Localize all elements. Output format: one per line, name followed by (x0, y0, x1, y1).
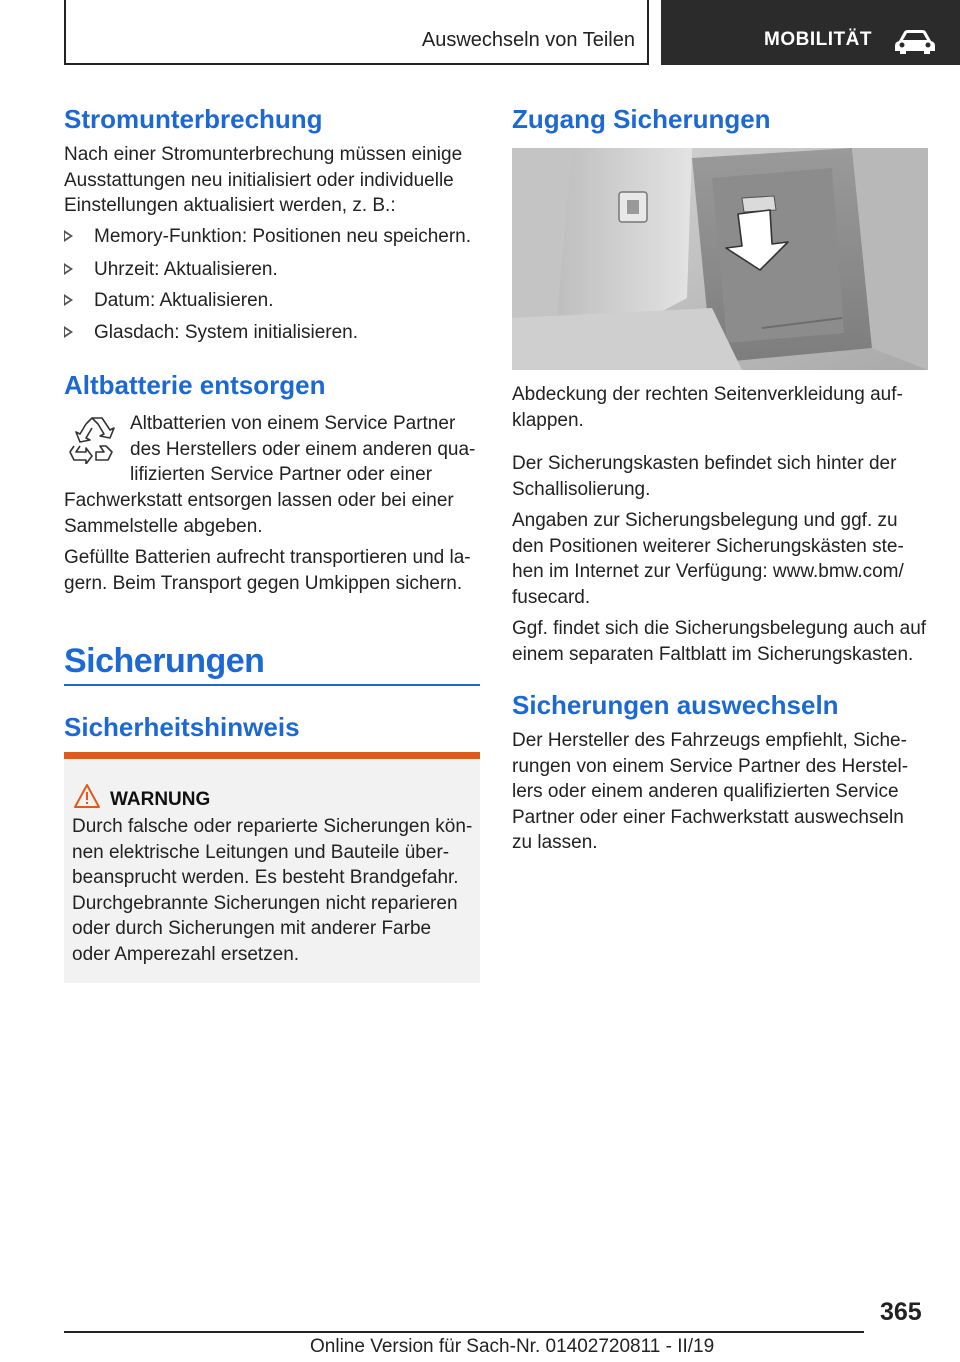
text-line: lifizierten Service Partner oder einer (130, 464, 433, 485)
auswechseln-para (512, 728, 908, 856)
text-line: Schallisolierung. (512, 478, 651, 500)
text-line: rungen von einem Service Partner des Herstel- (512, 755, 909, 777)
header-section-title: Auswechseln von Teilen (421, 29, 635, 51)
heading-sicherheitshinweis: Sicherheitshinweis (64, 712, 300, 742)
text-line: Angaben zur Sicherungsbelegung und ggf. zu (512, 510, 898, 531)
trunk-side-panel-photo (512, 148, 928, 370)
heading-stromunterbrechung: Stromunterbrechung (64, 104, 323, 134)
text-line: fusecard. (512, 586, 591, 608)
text-line: gern. Beim Transport gegen Umkippen sichern. (64, 572, 463, 594)
heading-zugang-sicherungen: Zugang Sicherungen (512, 104, 771, 134)
heading-sicherungen: Sicherungen (64, 642, 265, 680)
text-line: Sammelstelle abgeben. (64, 515, 263, 537)
altbatterie-para-indented (130, 411, 475, 488)
car-icon (893, 27, 937, 57)
warning-title: WARNUNG (110, 789, 211, 810)
text-line: zu lassen. (512, 832, 598, 853)
text-line: hen im Internet zur Verfügung: www.bmw.com/ (512, 561, 904, 582)
text-line: klappen. (512, 409, 584, 431)
text-line: Durchgebrannte Sicherungen nicht reparieren (72, 892, 458, 914)
bullet-triangle-icon (64, 294, 73, 306)
section-divider (64, 684, 480, 686)
heading-altbatterie: Altbatterie entsorgen (64, 370, 326, 400)
zugang-para2 (512, 508, 904, 610)
zugang-para3 (512, 616, 926, 667)
text-line: Altbatterien von einem Service Partner (130, 413, 456, 434)
text-line: Abdeckung der rechten Seitenverkleidung auf- (512, 384, 903, 405)
list-item-text: Memory-Funktion: Positionen neu speichern. (94, 226, 472, 247)
altbatterie-para-continued (64, 488, 454, 539)
text-line: lers oder einem anderen qualifizierten Service (512, 781, 899, 802)
text-line: nen elektrische Leitungen und Bauteile über- (72, 841, 450, 863)
text-line: Ausstattungen neu initialisiert oder individuelle (64, 169, 454, 191)
footer-online-version: Online Version für Sach-Nr. 01402720811 - II/19 (310, 1336, 715, 1357)
text-line: Partner oder einer Fachwerkstatt auswechseln (512, 806, 904, 828)
page-number: 365 (880, 1298, 922, 1326)
list-item-text: Glasdach: System initialisieren. (94, 322, 358, 343)
text-line: oder Amperezahl ersetzen. (72, 943, 300, 965)
photo-caption (512, 382, 903, 433)
list-item-text: Datum: Aktualisieren. (94, 290, 274, 311)
warning-text (72, 814, 477, 967)
text-line: Einstellungen aktualisiert werden, z. B.: (64, 195, 396, 216)
text-line: Gefüllte Batterien aufrecht transportieren und la- (64, 547, 471, 568)
header-section-box (64, 0, 649, 65)
text-line: Der Hersteller des Fahrzeugs empfiehlt, Siche- (512, 730, 907, 751)
bullet-triangle-icon (64, 230, 73, 242)
zugang-para1 (512, 451, 896, 502)
text-line: Durch falsche oder reparierte Sicherungen kön- (72, 816, 473, 837)
text-line: beansprucht werden. Es besteht Brandgefahr. (72, 867, 459, 888)
text-line: Der Sicherungskasten befindet sich hinter der (512, 453, 897, 474)
stromunterbrechung-intro (64, 142, 462, 219)
text-line: oder durch Sicherungen mit anderer Farbe (72, 918, 432, 939)
list-item-text: Uhrzeit: Aktualisieren. (94, 259, 278, 280)
heading-sicherungen-auswechseln: Sicherungen auswechseln (512, 690, 839, 720)
recycling-icon (66, 416, 118, 464)
warning-triangle-icon (73, 783, 101, 809)
text-line: Nach einer Stromunterbrechung müssen einige (64, 144, 463, 165)
header-chapter-title: MOBILITÄT (764, 29, 872, 50)
text-line: des Herstellers oder einem anderen qua- (130, 438, 476, 460)
warning-box (64, 752, 480, 983)
footer-divider (64, 1331, 864, 1333)
text-line: den Positionen weiterer Sicherungskästen ste- (512, 535, 904, 557)
text-line: Fachwerkstatt entsorgen lassen oder bei einer (64, 490, 454, 511)
bullet-triangle-icon (64, 326, 73, 338)
altbatterie-para2 (64, 545, 471, 596)
photo-illustration (512, 148, 928, 370)
header-chapter-box (661, 0, 960, 65)
text-line: einem separaten Faltblatt im Sicherungskasten. (512, 643, 914, 665)
text-line: Ggf. findet sich die Sicherungsbelegung auch auf (512, 618, 927, 639)
bullet-triangle-icon (64, 263, 73, 275)
